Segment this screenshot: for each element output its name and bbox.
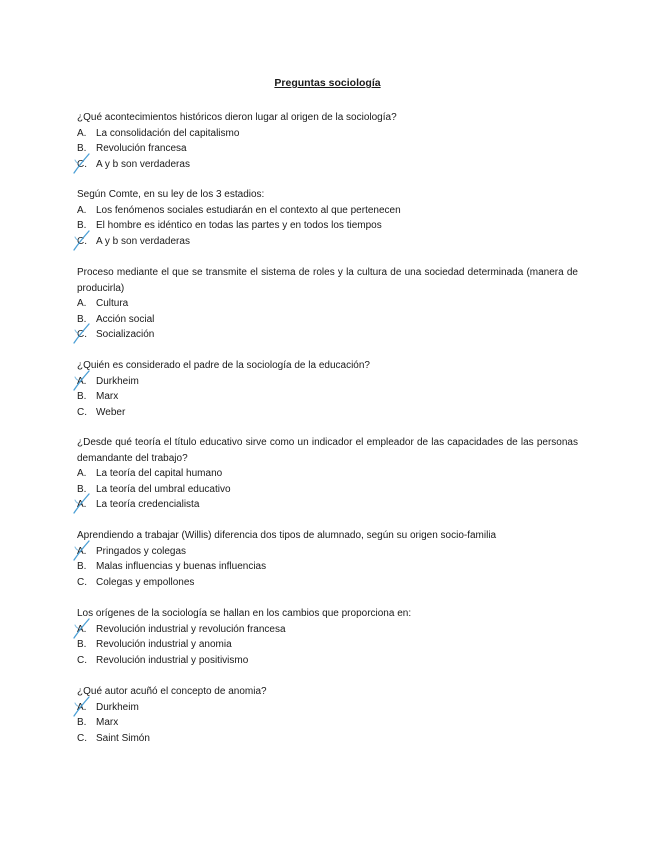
- option-text: Weber: [96, 406, 126, 418]
- question-block: [77, 606, 578, 668]
- answer-option: [77, 327, 578, 343]
- answer-option: [77, 575, 578, 591]
- option-text: Cultura: [96, 298, 129, 309]
- option-letter: B.: [77, 717, 87, 728]
- option-letter: C.: [77, 329, 87, 340]
- option-letter: A.: [77, 468, 87, 479]
- option-text: La consolidación del capitalismo: [96, 127, 240, 139]
- option-text: Acción social: [96, 313, 155, 325]
- option-letter: B.: [77, 391, 87, 402]
- option-text: Los fenómenos sociales estudiarán en el contexto al que pertenecen: [96, 204, 401, 216]
- option-text: Revolución industrial y revolución francesa: [96, 623, 286, 635]
- answer-option: [77, 203, 578, 219]
- option-letter: C.: [77, 158, 87, 170]
- option-text: La teoría credencialista: [96, 499, 200, 510]
- answer-option: [77, 653, 578, 669]
- option-text: Durkheim: [96, 701, 139, 713]
- option-text: Revolución francesa: [96, 143, 187, 154]
- option-text: La teoría del capital humano: [96, 468, 223, 479]
- option-text: Pringados y colegas: [96, 545, 187, 557]
- question-text: ¿Desde qué teoría el título educativo sirve como un indicador el empleador de las capacidades de las personas demandante del trabajo?: [77, 437, 578, 464]
- answer-option: [77, 374, 578, 390]
- answer-option: [77, 126, 578, 142]
- option-letter: A.: [77, 127, 87, 139]
- question-text: Aprendiendo a trabajar (Willis) diferencia dos tipos de alumnado, según su origen socio-familia: [77, 530, 497, 541]
- question-block: [77, 358, 578, 420]
- question-block: [77, 684, 578, 746]
- option-letter: B.: [77, 639, 87, 650]
- answer-option: [77, 405, 578, 421]
- option-letter: A.: [77, 204, 87, 216]
- answer-option: [77, 389, 578, 405]
- answer-option: [77, 622, 578, 638]
- answer-option: [77, 466, 578, 482]
- question-block: [77, 187, 578, 249]
- option-text: Saint Simón: [96, 732, 150, 744]
- option-text: El hombre es idéntico en todas las partes y en todos los tiempos: [96, 220, 382, 231]
- option-letter: B.: [77, 483, 87, 495]
- option-letter: A.: [77, 623, 87, 635]
- option-letter: C.: [77, 576, 87, 588]
- question-text: ¿Qué autor acuñó el concepto de anomia?: [77, 686, 267, 697]
- answer-option: [77, 544, 578, 560]
- option-text: Revolución industrial y positivismo: [96, 654, 249, 666]
- question-block: [77, 110, 578, 172]
- answer-option: [77, 312, 578, 328]
- option-letter: A.: [77, 701, 87, 713]
- option-letter: A.: [77, 499, 87, 510]
- option-letter: A.: [77, 298, 87, 309]
- option-text: Malas influencias y buenas influencias: [96, 561, 267, 572]
- question-block: [77, 265, 578, 343]
- question-text: ¿Quién es considerado el padre de la sociología de la educación?: [77, 360, 370, 371]
- question-text: Los orígenes de la sociología se hallan en los cambios que proporciona en:: [77, 608, 412, 619]
- option-letter: A.: [77, 375, 87, 387]
- option-text: A y b son verdaderas: [96, 158, 190, 170]
- answer-option: [77, 715, 578, 731]
- document-title: Preguntas sociología: [274, 77, 381, 89]
- option-text: Socialización: [96, 329, 155, 340]
- answer-option: [77, 234, 578, 250]
- option-text: Colegas y empollones: [96, 576, 195, 588]
- question-block: [77, 528, 578, 590]
- answer-option: [77, 157, 578, 173]
- option-letter: C.: [77, 654, 87, 666]
- option-text: Marx: [96, 391, 119, 402]
- option-letter: C.: [77, 406, 87, 418]
- answer-option: [77, 497, 578, 513]
- answer-option: [77, 218, 578, 234]
- option-text: Revolución industrial y anomia: [96, 639, 232, 650]
- option-text: A y b son verdaderas: [96, 235, 190, 247]
- option-letter: B.: [77, 313, 87, 325]
- option-text: Durkheim: [96, 375, 139, 387]
- option-letter: B.: [77, 143, 87, 154]
- option-text: La teoría del umbral educativo: [96, 483, 231, 495]
- option-letter: C.: [77, 235, 87, 247]
- option-text: Marx: [96, 717, 119, 728]
- question-text: Según Comte, en su ley de los 3 estadios:: [77, 189, 265, 200]
- option-letter: C.: [77, 732, 87, 744]
- question-text: Proceso mediante el que se transmite el sistema de roles y la cultura de una sociedad determinada (manera de producirla): [77, 267, 578, 294]
- answer-option: [77, 731, 578, 747]
- answer-option: [77, 637, 578, 653]
- question-block: [77, 435, 578, 513]
- answer-option: [77, 482, 578, 498]
- answer-option: [77, 296, 578, 312]
- option-letter: A.: [77, 545, 87, 557]
- option-letter: B.: [77, 561, 87, 572]
- question-text: ¿Qué acontecimientos históricos dieron lugar al origen de la sociología?: [77, 112, 397, 123]
- answer-option: [77, 141, 578, 157]
- option-letter: B.: [77, 220, 87, 231]
- answer-option: [77, 559, 578, 575]
- answer-option: [77, 700, 578, 716]
